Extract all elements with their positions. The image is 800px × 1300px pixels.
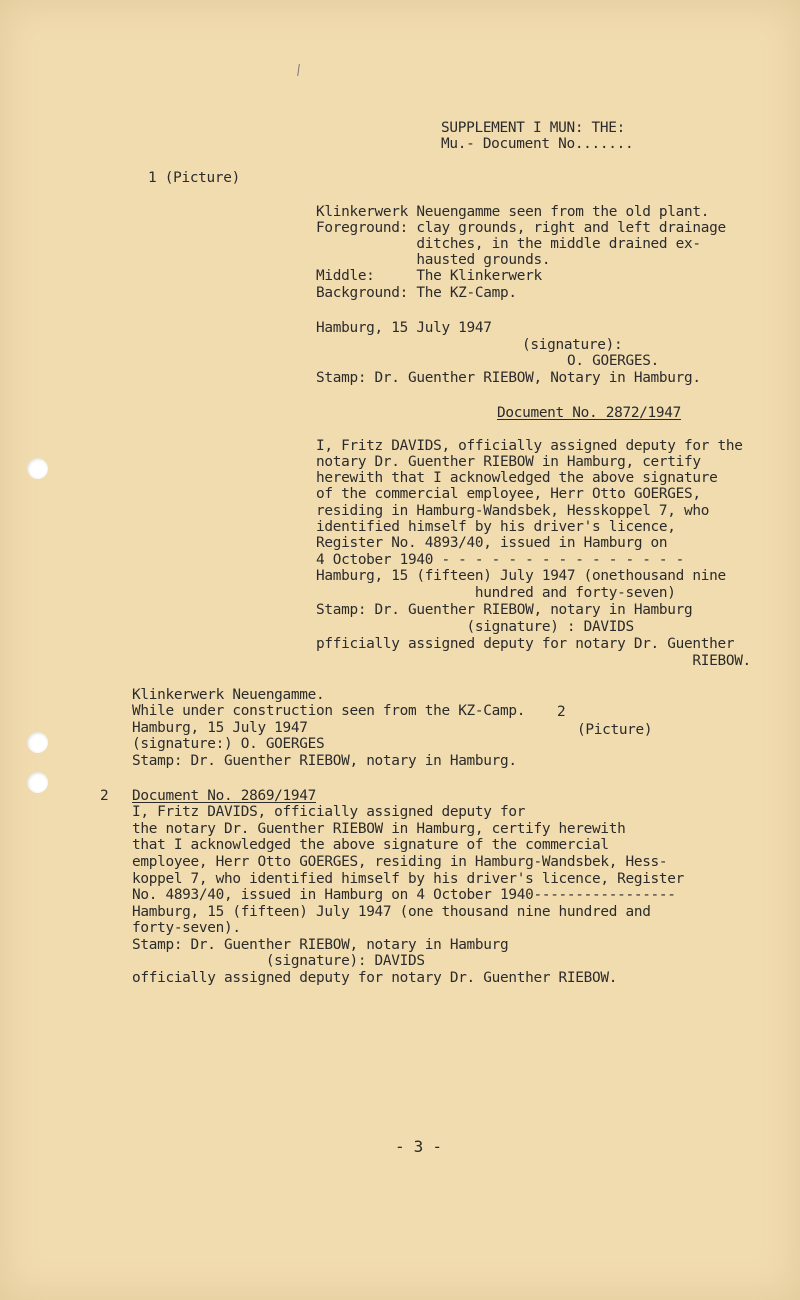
- document-heading: Document No. 2872/1947: [497, 405, 682, 421]
- picture-2-number: 2: [557, 704, 566, 720]
- certification-line: employee, Herr Otto GOERGES, residing in Hamburg-Wandsbek, Hess-: [132, 854, 668, 870]
- caption-line: ditches, in the middle drained ex-: [316, 236, 701, 252]
- pencil-mark: [297, 64, 300, 76]
- caption-line: Klinkerwerk Neuengamme.: [132, 687, 325, 703]
- certification-line: notary Dr. Guenther RIEBOW in Hamburg, certify: [316, 454, 701, 470]
- caption-line: Hamburg, 15 July 1947: [132, 720, 308, 736]
- caption-line: hausted grounds.: [316, 252, 551, 268]
- punch-hole: [27, 458, 48, 479]
- punch-hole: [27, 732, 48, 753]
- document-heading: Document No. 2869/1947: [132, 788, 317, 804]
- page-number: - 3 -: [395, 1137, 442, 1156]
- certification-line: No. 4893/40, issued in Hamburg on 4 October 1940-----------------: [132, 887, 676, 903]
- caption-line: Klinkerwerk Neuengamme seen from the old plant.: [316, 204, 710, 220]
- caption-line: Background: The KZ-Camp.: [316, 285, 517, 301]
- certification-line: 4 October 1940 - - - - - - - - - - - - - - -: [316, 552, 685, 568]
- certification-line: I, Fritz DAVIDS, officially assigned deputy for: [132, 804, 526, 820]
- certification-line: Stamp: Dr. Guenther RIEBOW, notary in Hamburg: [132, 937, 509, 953]
- certification-line: forty-seven).: [132, 920, 241, 936]
- punch-hole: [27, 772, 48, 793]
- picture-1-label: 1 (Picture): [148, 170, 241, 186]
- certification-line: residing in Hamburg-Wandsbek, Hesskoppel 7, who: [316, 503, 710, 519]
- certification-line: hundred and forty-seven): [316, 585, 676, 601]
- caption-line: Foreground: clay grounds, right and left drainage: [316, 220, 726, 236]
- margin-number: 2: [100, 788, 109, 804]
- certification-line: (signature): DAVIDS: [132, 953, 425, 969]
- certification-line: I, Fritz DAVIDS, officially assigned deputy for the: [316, 438, 743, 454]
- caption-line: Middle: The Klinkerwerk: [316, 268, 542, 284]
- caption-line: While under construction seen from the KZ-Camp.: [132, 703, 526, 719]
- certification-line: (signature) : DAVIDS: [316, 619, 634, 635]
- certification-line: RIEBOW.: [316, 653, 751, 669]
- certification-line: pfficially assigned deputy for notary Dr. Guenther: [316, 636, 735, 652]
- certification-line: koppel 7, who identified himself by his driver's licence, Register: [132, 871, 685, 887]
- notary-stamp: Stamp: Dr. Guenther RIEBOW, Notary in Hamburg.: [316, 370, 701, 386]
- certification-line: Register No. 4893/40, issued in Hamburg on: [316, 535, 668, 551]
- signature-name: O. GOERGES.: [567, 353, 660, 369]
- certification-line: Hamburg, 15 (fifteen) July 1947 (onethousand nine: [316, 568, 726, 584]
- picture-2-label: (Picture): [577, 722, 653, 738]
- caption-line: (signature:) O. GOERGES: [132, 736, 325, 752]
- certification-line: Hamburg, 15 (fifteen) July 1947 (one thousand nine hundred and: [132, 904, 651, 920]
- certification-line: herewith that I acknowledged the above signature: [316, 470, 718, 486]
- certification-line: of the commercial employee, Herr Otto GOERGES,: [316, 486, 701, 502]
- caption-line: Stamp: Dr. Guenther RIEBOW, notary in Hamburg.: [132, 753, 517, 769]
- certification-line: that I acknowledged the above signature of the commercial: [132, 837, 609, 853]
- signature-label: (signature):: [522, 337, 623, 353]
- certification-line: Stamp: Dr. Guenther RIEBOW, notary in Hamburg: [316, 602, 693, 618]
- place-date: Hamburg, 15 July 1947: [316, 320, 492, 336]
- certification-line: officially assigned deputy for notary Dr. Guenther RIEBOW.: [132, 970, 618, 986]
- certification-line: identified himself by his driver's licence,: [316, 519, 676, 535]
- certification-line: the notary Dr. Guenther RIEBOW in Hamburg, certify herewith: [132, 821, 626, 837]
- supplement-heading: SUPPLEMENT I MUN: THE:: [441, 120, 626, 136]
- document-number-header: Mu.- Document No.......: [441, 136, 634, 152]
